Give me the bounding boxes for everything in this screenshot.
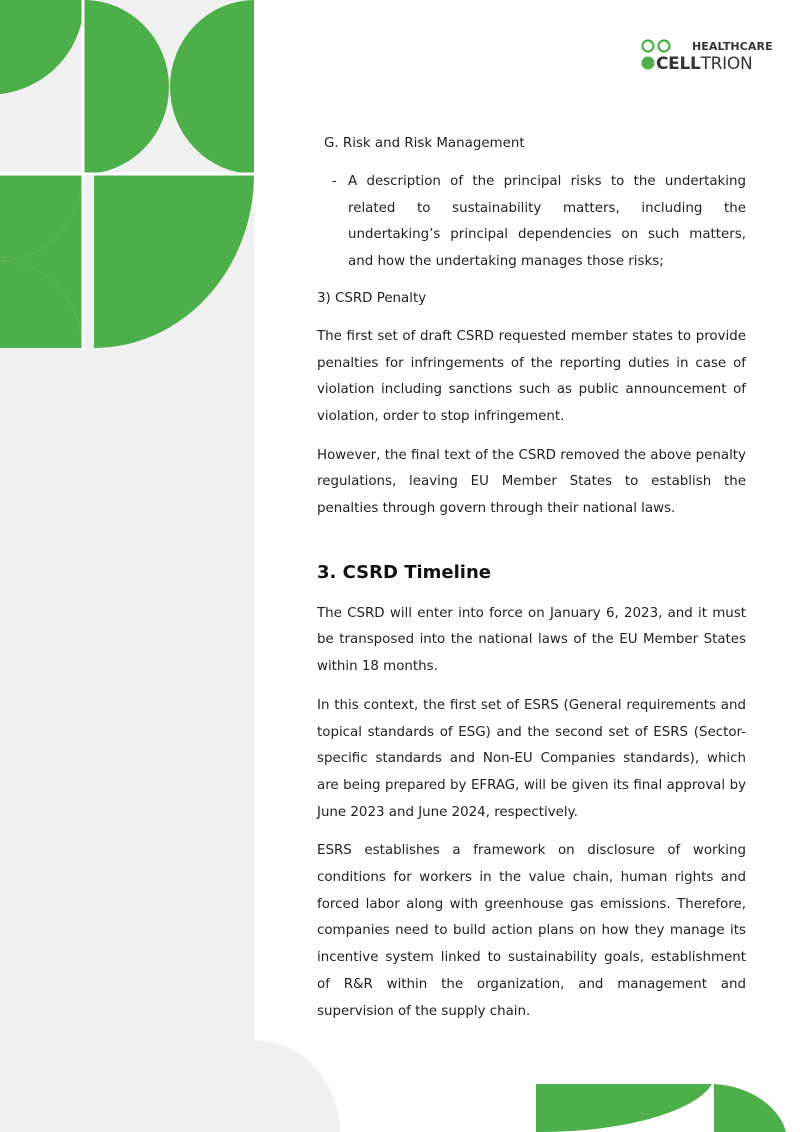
shape-top-mid-fill xyxy=(82,0,168,174)
logo-healthcare-text: HEALTHCARE xyxy=(692,40,773,53)
timeline-paragraph-3: ESRS establishes a framework on disclosure of working conditions for workers in the value chain, human rights and forced labor along with greenhouse gas emissions. Therefore, companies need to build action plans on how they manage its incentive system linked to sustainability goals, establishment of R&R within the organization, and management and supervision of the supply chain. xyxy=(317,843,746,1019)
timeline-paragraph-2: In this context, the first set of ESRS (General requirements and topical standards of ESG) and the second set of ESRS (Sector-specific standards and Non-EU Companies standards), which are being prepared by EFRAG, will be given its final approval by June 2023 and June 2024, respectively. xyxy=(317,697,746,820)
shape-top-left-leaf xyxy=(0,0,82,94)
penalty-heading: 3) CSRD Penalty xyxy=(317,290,427,306)
celltrion-healthcare-logo xyxy=(640,38,773,74)
section-g-bullet xyxy=(317,169,746,276)
bullet-dash: - xyxy=(332,174,337,189)
decorative-bottom-shapes xyxy=(0,1040,800,1132)
decorative-green-shapes xyxy=(0,0,260,350)
penalty-paragraph-2: However, the final text of the CSRD removed the above penalty regulations, leaving EU Member States to establish the penalties through govern through their national laws. xyxy=(317,447,746,517)
document-body xyxy=(317,133,746,1037)
section-g-heading: G. Risk and Risk Management xyxy=(324,136,525,151)
shape-top-right-bowl xyxy=(170,0,254,174)
shape-bottom-gray-curve xyxy=(254,1040,340,1132)
timeline-title: 3. CSRD Timeline xyxy=(317,561,491,583)
shape-big-quarter xyxy=(94,174,254,348)
timeline-paragraph-1: The CSRD will enter into force on January 6, 2023, and it must be transposed into the national laws of the EU Member States within 18 months. xyxy=(317,605,746,675)
bullet-text: A description of the principal risks to the undertaking related to sustainability matters, including the undertaking’s principal dependencies on such matters, and how the undertaking manages those risks; xyxy=(348,174,746,270)
penalty-paragraph-1: The first set of draft CSRD requested member states to provide penalties for infringements of the reporting duties in case of violation including sanctions such as public announcement of violation, order to stop infringement. xyxy=(317,328,746,424)
shape-bottom-green-right xyxy=(714,1084,786,1132)
shape-bottom-green-left xyxy=(536,1084,712,1132)
logo-celltrion-text: CELLTRION xyxy=(656,54,753,74)
